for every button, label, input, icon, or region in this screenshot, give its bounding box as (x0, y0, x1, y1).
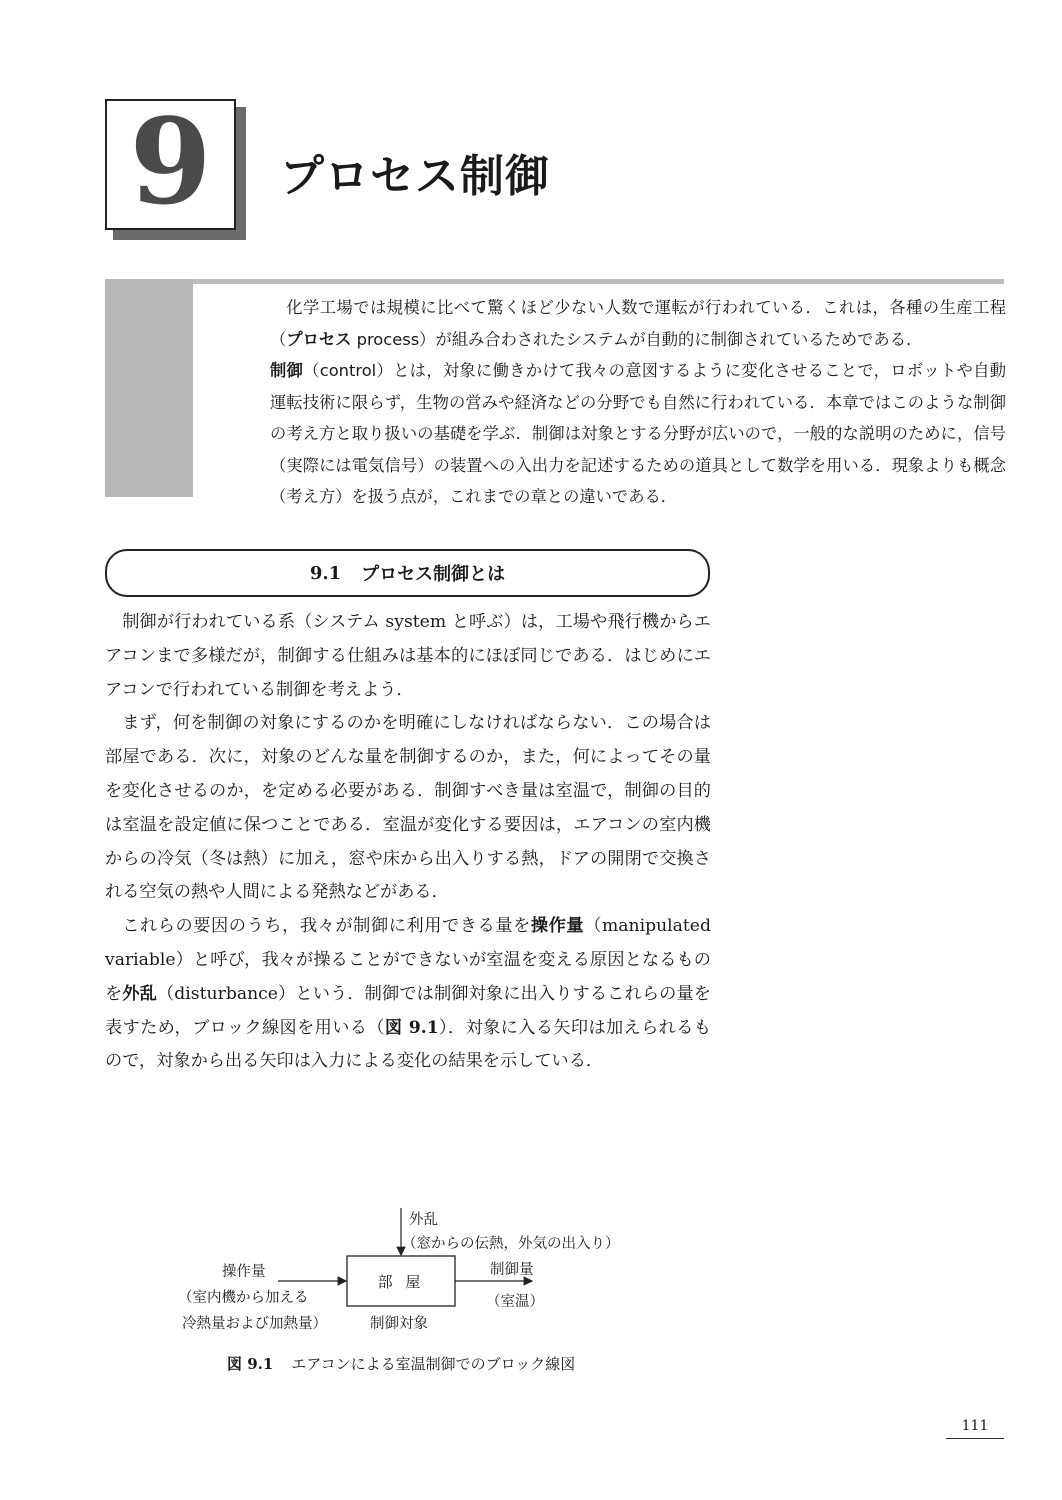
chapter-number-box (105, 91, 236, 231)
figure-caption (227, 1353, 575, 1374)
body-paragraph-2: まず，何を制御の対象にするのかを明確にしなければならない．この場合は部屋である．次に，対象のどんな量を制御するのか，また，何によってその量を変化させるのか，を定める必要がある．制御すべき量は室温で，制御の目的は室温を設定値に保つことである．室温が変化する要因は，エアコンの室内機からの冷気（冬は熱）に加え，窓や床から出入りする熱，ドアの開閉で交換される空気の熱や人間による発熱などがある． (105, 713, 711, 903)
figure-caption-number: 図 9.1 (227, 1355, 274, 1373)
output-note: （室温） (486, 1294, 544, 1310)
block-label: 部 屋 (377, 1272, 425, 1291)
intro-paragraph-2: 制御（control）とは，対象に働きかけて我々の意図するように変化させることで，ロボットや自動運転技術に限らず，生物の営みや経済などの分野でも自然に行われている．本章ではこのような制御の考え方と取り扱いの基礎を学ぶ．制御は対象とする分野が広いので，一般的な説明のために，信号（実際には電気信号）の装置への入出力を記述するための道具として数学を用いる．現象よりも概念（考え方）を扱う点が，これまでの章との違いである． (270, 361, 1006, 506)
body-paragraph-3: これらの要因のうち，我々が制御に利用できる量を操作量（manipulated variable）と呼び，我々が操ることができないが室温を変える原因となるものを外乱（disturbance）という．制御では制御対象に出入りするこれらの量を表すため，ブロック線図を用いる（図 9.1）．対象に入る矢印は加えられるもので，対象から出る矢印は入力による変化の結果を示している． (105, 916, 711, 1072)
intro-paragraph-1: 化学工場では規模に比べて驚くほど少ない人数で運転が行われている．これは，各種の生産工程（プロセス process）が組み合わされたシステムが自動的に制御されているためである． (270, 298, 1006, 349)
section-heading (105, 549, 710, 597)
section-number: 9.1 (309, 562, 342, 584)
disturbance-label: 外乱 (409, 1212, 438, 1228)
input-label: 操作量 (222, 1264, 266, 1280)
body-text (105, 606, 711, 1079)
figure-caption-text: エアコンによる室温制御でのブロック線図 (291, 1355, 576, 1373)
block-diagram (170, 1200, 690, 1350)
intro-top-rule (192, 279, 1004, 284)
output-label: 制御量 (490, 1262, 534, 1278)
section-title: プロセス制御とは (361, 564, 506, 585)
input-note-line1: （室内機から加える (178, 1290, 309, 1306)
chapter-introduction (270, 292, 1006, 513)
disturbance-note: （窓からの伝熱，外気の出入り） (402, 1236, 620, 1252)
chapter-title: プロセス制御 (280, 151, 550, 202)
chapter-number: 9 (129, 91, 212, 231)
intro-side-bar (105, 279, 193, 497)
input-note-line2: 冷熱量および加熱量） (182, 1316, 327, 1332)
block-caption: 制御対象 (370, 1316, 428, 1332)
page-number: 111 (961, 1418, 989, 1434)
page-number-rule (946, 1438, 1004, 1439)
body-paragraph-1: 制御が行われている系（システム system と呼ぶ）は，工場や飛行機からエアコンまで多様だが，制御する仕組みは基本的にほぼ同じである．はじめにエアコンで行われている制御を考えよう． (105, 612, 711, 700)
